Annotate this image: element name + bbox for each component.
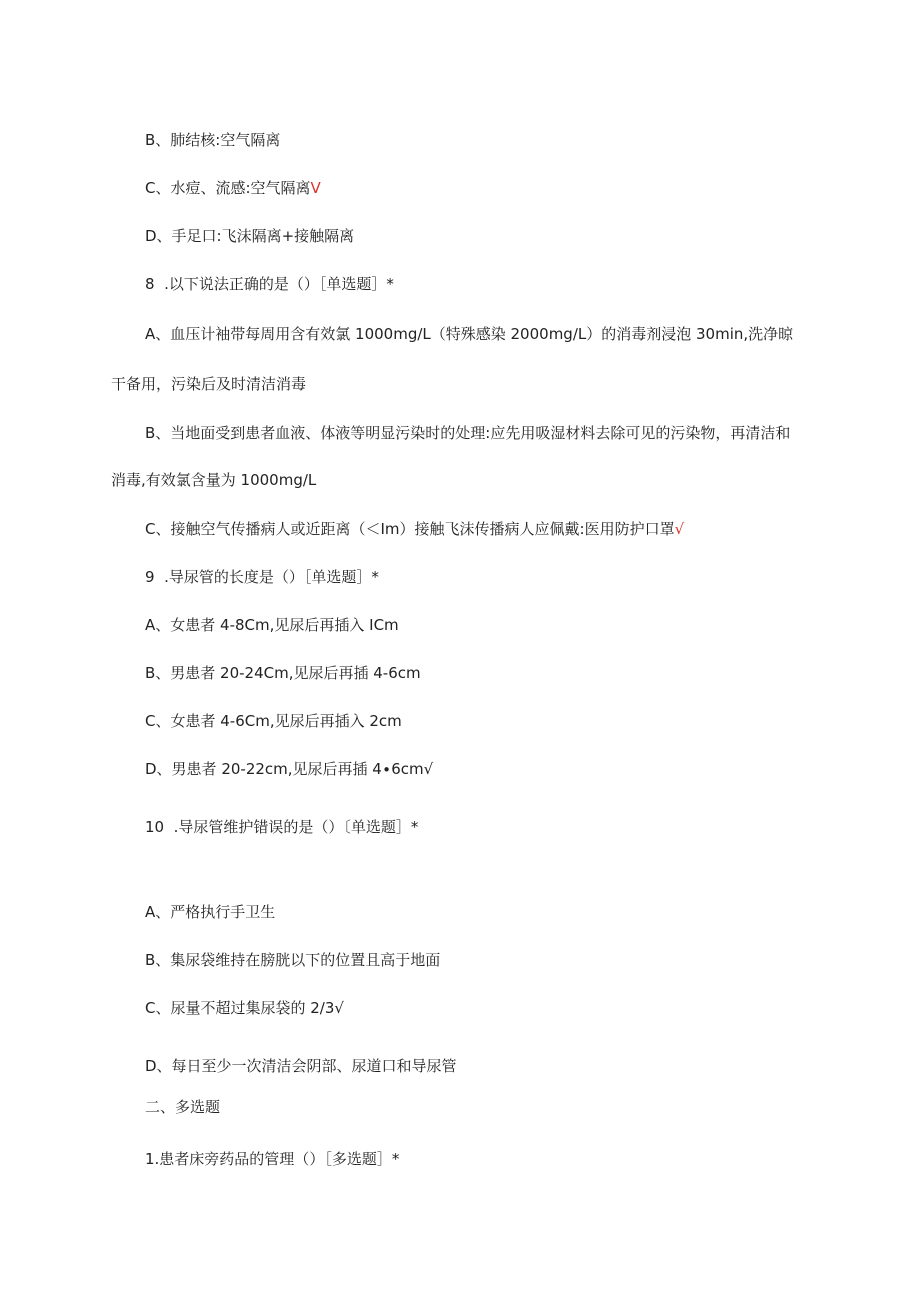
question-8-option-a: A、血压计袖带每周用含有效氯 1000mg∕L（特殊感染 2000mg∕L）的消毒剂浸泡 30min,洗净晾 <box>145 325 794 343</box>
question-10-option-d: D、每日至少一次清洁会阴部、尿道口和导尿管 <box>145 1057 457 1075</box>
question-9-option-b: B、男患者 20-24Cm,见尿后再插 4-6cm <box>145 664 421 682</box>
correct-mark: √ <box>674 520 685 538</box>
question-10-option-c: C、尿量不超过集尿袋的 2∕3√ <box>145 999 344 1017</box>
question-8-option-b-continued: 消毒,有效氯含量为 1000mg∕L <box>111 471 317 489</box>
question-9-option-d: D、男患者 20-22cm,见尿后再插 4∙6cm√ <box>145 760 434 778</box>
question-8-option-a-continued: 干备用，污染后及时清洁消毒 <box>111 375 307 393</box>
question-9-stem: 9 .导尿管的长度是（）［单选题］* <box>145 568 379 586</box>
option-text: C、水痘、流感:空气隔离 <box>145 179 311 197</box>
question-9-option-c: C、女患者 4-6Cm,见尿后再插入 2cm <box>145 712 402 730</box>
multi-question-1-stem: 1.患者床旁药品的管理（）［多选题］* <box>145 1150 400 1168</box>
question-10-option-a: A、严格执行手卫生 <box>145 903 276 921</box>
question-7-option-c <box>145 178 321 198</box>
section-heading-multiple-choice: 二、多选题 <box>145 1098 221 1116</box>
correct-mark: V <box>310 179 321 197</box>
question-8-option-b: B、当地面受到患者血液、体液等明显污染时的处理:应先用吸湿材料去除可见的污染物，再清洁和 <box>145 424 791 442</box>
question-9-option-a: A、女患者 4-8Cm,见尿后再插入 ICm <box>145 616 399 634</box>
question-7-option-d: D、手足口:飞沫隔离+接触隔离 <box>145 227 355 245</box>
question-8-option-c <box>145 519 684 539</box>
question-10-option-b: B、集尿袋维持在膀胱以下的位置且高于地面 <box>145 951 441 969</box>
option-text: C、接触空气传播病人或近距离（＜Im）接触飞沫传播病人应佩戴:医用防护口罩 <box>145 520 675 538</box>
question-10-stem: 10 .导尿管维护错误的是（）〔单选题］* <box>145 818 419 836</box>
question-7-option-b: B、肺结核:空气隔离 <box>145 131 281 149</box>
question-8-stem: 8 .以下说法正确的是（）［单选题］* <box>145 275 394 293</box>
